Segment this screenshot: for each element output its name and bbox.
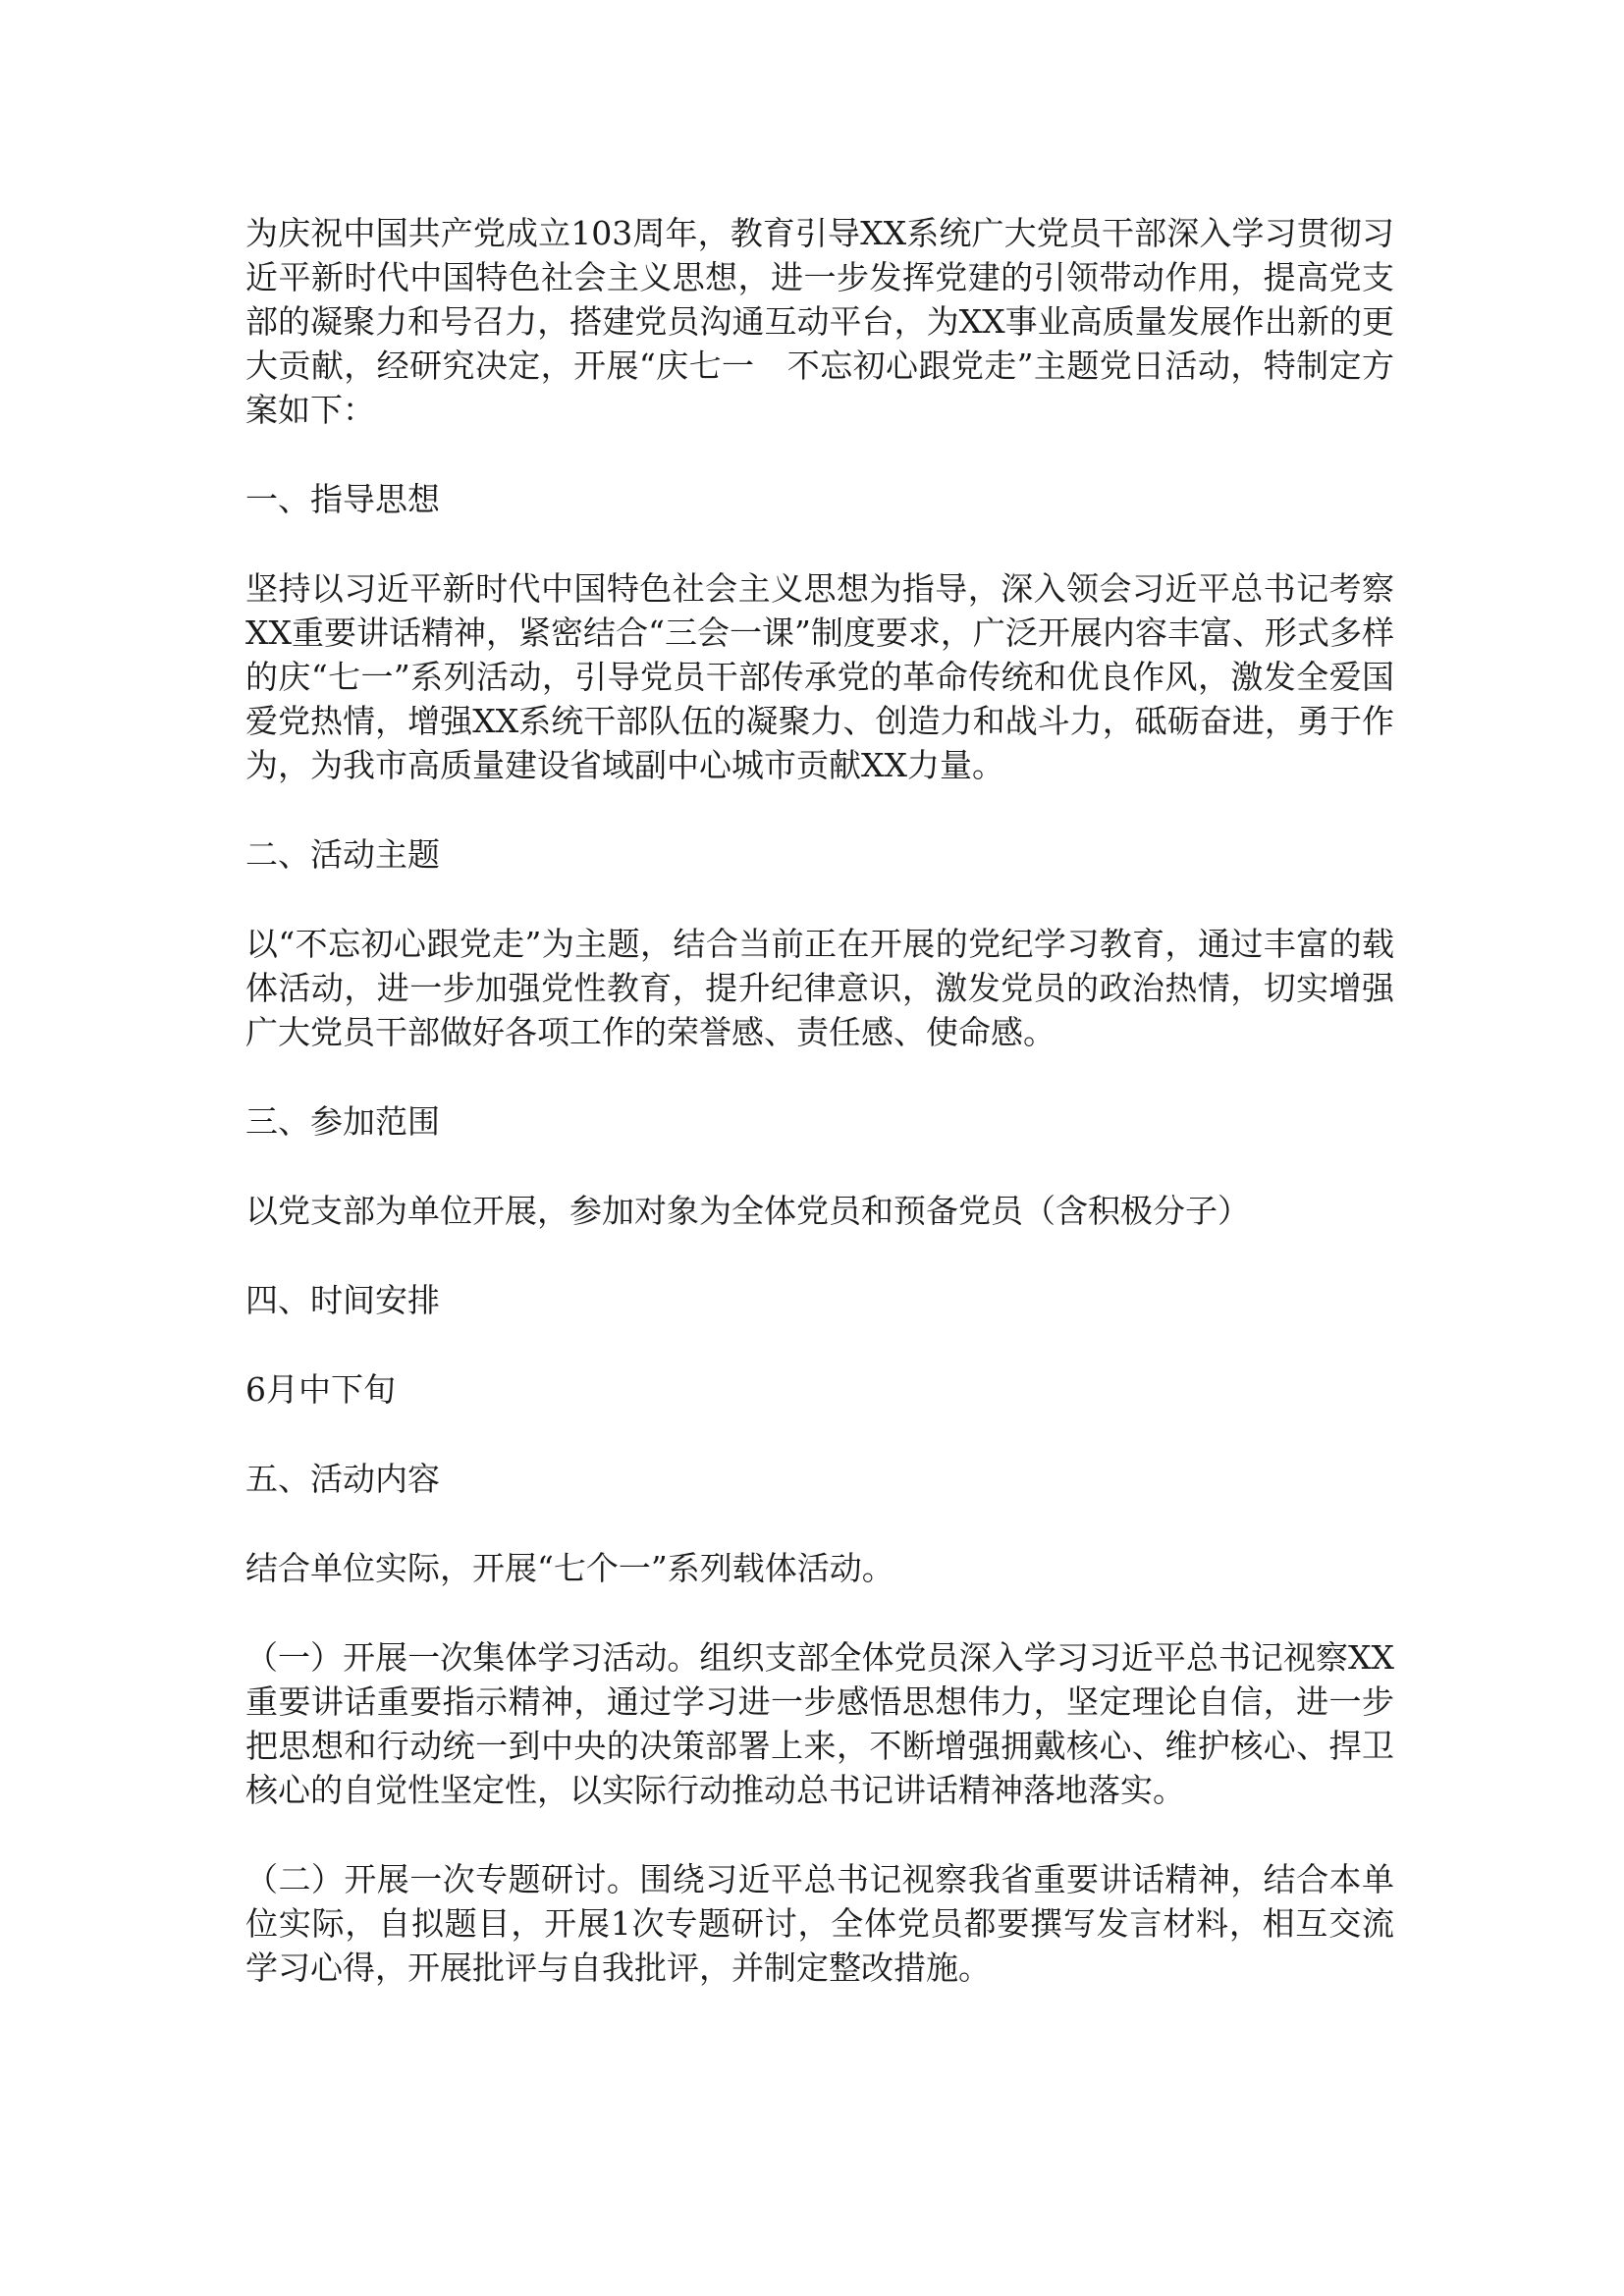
section-heading-activity-theme: 二、活动主题 <box>245 835 440 874</box>
activity-theme-paragraph: 以“不忘初心跟党走”为主题，结合当前正在开展的党纪学习教育，通过丰富的载体活动，进一步加强党性教育，提升纪律意识，激发党员的政治热情，切实增强广大党员干部做好各项工作的荣誉感、责任感、使命感。 <box>245 925 1394 1051</box>
section-heading-activity-content: 五、活动内容 <box>245 1460 440 1498</box>
guiding-ideology-paragraph: 坚持以习近平新时代中国特色社会主义思想为指导，深入领会习近平总书记考察XX重要讲话精神，紧密结合“三会一课”制度要求，广泛开展内容丰富、形式多样的庆“七一”系列活动，引导党员干部传承党的革命传统和优良作风，激发全爱国爱党热情，增强XX系统干部队伍的凝聚力、创造力和战斗力，砥砺奋进，勇于作为，为我市高质量建设省域副中心城市贡献XX力量。 <box>245 569 1394 784</box>
document-body <box>245 211 1394 2035</box>
activity-content-intro: 结合单位实际，开展“七个一”系列载体活动。 <box>245 1549 894 1587</box>
activity-item-2: （二）开展一次专题研讨。围绕习近平总书记视察我省重要讲话精神，结合本单位实际，自拟题目，开展1次专题研讨，全体党员都要撰写发言材料，相互交流学习心得，开展批评与自我批评，并制定整改措施。 <box>245 1860 1394 1987</box>
participation-scope-paragraph: 以党支部为单位开展，参加对象为全体党员和预备党员（含积极分子） <box>245 1192 1250 1230</box>
activity-item-1: （一）开展一次集体学习活动。组织支部全体党员深入学习习近平总书记视察XX重要讲话重要指示精神，通过学习进一步感悟思想伟力，坚定理论自信，进一步把思想和行动统一到中央的决策部署上来，不断增强拥戴核心、维护核心、捍卫核心的自觉性坚定性，以实际行动推动总书记讲话精神落地落实。 <box>245 1638 1394 1809</box>
intro-paragraph: 为庆祝中国共产党成立103周年，教育引导XX系统广大党员干部深入学习贯彻习近平新时代中国特色社会主义思想，进一步发挥党建的引领带动作用，提高党支部的凝聚力和号召力，搭建党员沟通互动平台，为XX事业高质量发展作出新的更大贡献，经研究决定，开展“庆七一 不忘初心跟党走”主题党日活动，特制定方案如下： <box>245 214 1394 429</box>
section-heading-participation-scope: 三、参加范围 <box>245 1102 440 1141</box>
section-heading-guiding-ideology: 一、指导思想 <box>245 480 440 518</box>
section-heading-schedule: 四、时间安排 <box>245 1281 440 1319</box>
schedule-paragraph: 6月中下旬 <box>245 1370 396 1409</box>
